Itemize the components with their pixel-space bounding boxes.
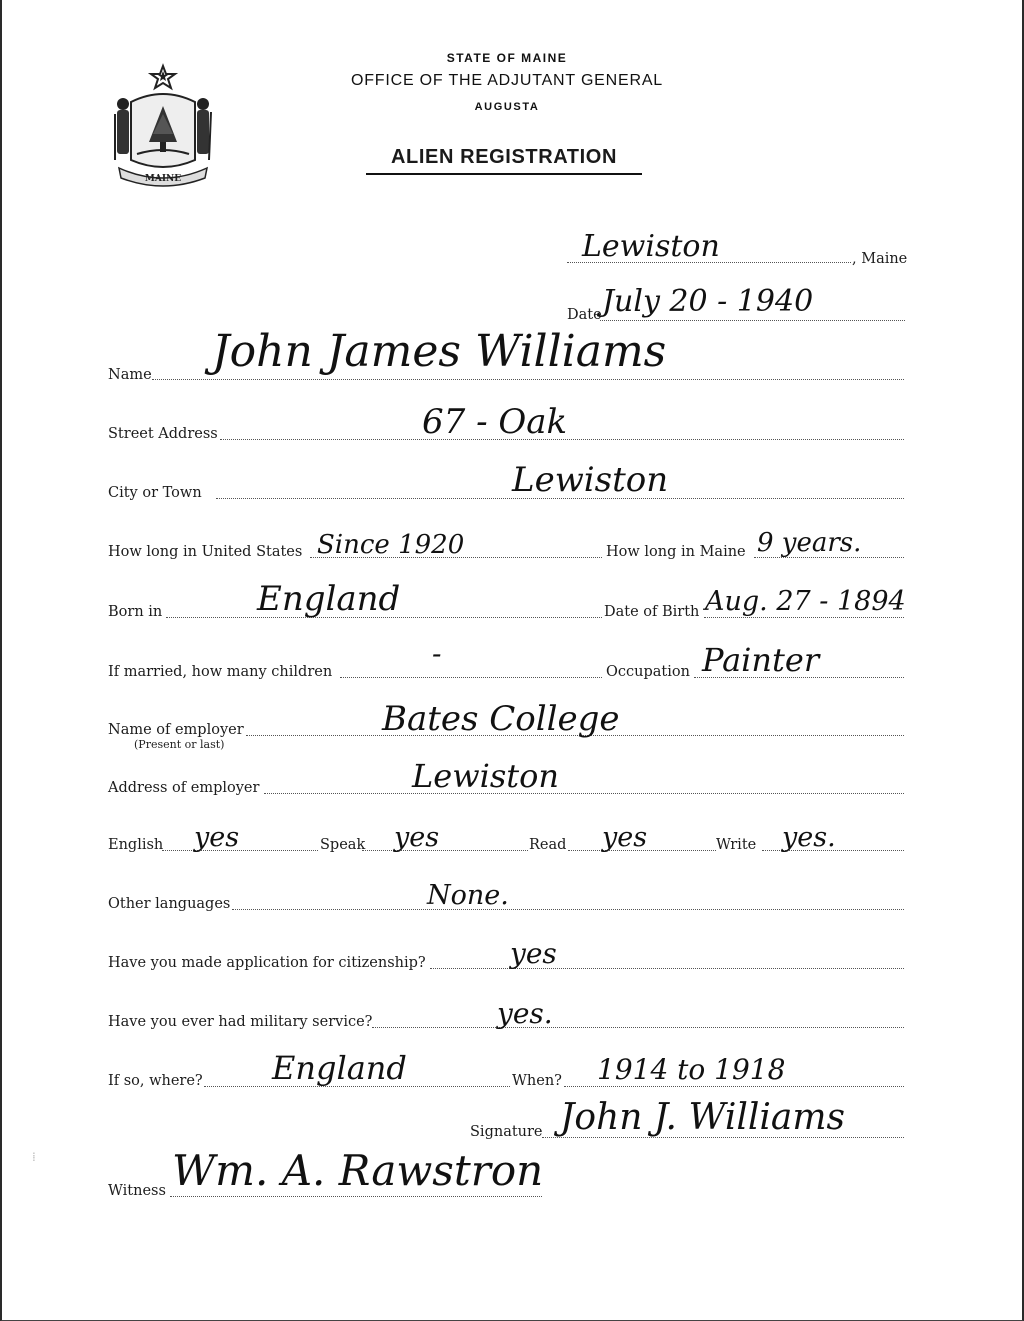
when-value: 1914 to 1918 bbox=[597, 1053, 786, 1086]
read-label: Read bbox=[529, 837, 567, 853]
where-value: England bbox=[272, 1049, 407, 1087]
name-value: John James Williams bbox=[212, 326, 667, 377]
employer-address-value: Lewiston bbox=[412, 757, 559, 795]
city-value: Lewiston bbox=[512, 460, 669, 500]
header-office: OFFICE OF THE ADJUTANT GENERAL bbox=[350, 72, 664, 89]
military-line[interactable] bbox=[372, 1027, 904, 1028]
english-value: yes bbox=[194, 822, 240, 853]
name-label: Name bbox=[108, 367, 152, 383]
military-label: Have you ever had military service? bbox=[108, 1014, 373, 1030]
signature-label: Signature bbox=[470, 1124, 543, 1140]
date-value: July 20 - 1940 bbox=[602, 284, 814, 319]
employer-label: Name of employer bbox=[108, 722, 244, 738]
speak-line[interactable] bbox=[362, 850, 528, 851]
margin-mark: ⁞ bbox=[32, 1150, 36, 1164]
date-of-birth-line[interactable] bbox=[704, 617, 904, 618]
citizenship-line[interactable] bbox=[430, 968, 904, 969]
english-line[interactable] bbox=[162, 850, 318, 851]
form-title: ALIEN REGISTRATION bbox=[366, 146, 642, 175]
how-long-us-value: Since 1920 bbox=[317, 530, 465, 560]
witness-line[interactable] bbox=[170, 1196, 542, 1197]
born-in-label: Born in bbox=[108, 604, 163, 620]
employer-value: Bates College bbox=[382, 699, 620, 739]
when-line[interactable] bbox=[564, 1086, 904, 1087]
military-value: yes. bbox=[497, 997, 553, 1030]
street-address-value: 67 - Oak bbox=[422, 402, 568, 442]
where-label: If so, where? bbox=[108, 1073, 203, 1089]
speak-value: yes bbox=[394, 822, 440, 853]
occupation-value: Painter bbox=[702, 641, 820, 679]
svg-text:MAINE: MAINE bbox=[144, 174, 182, 184]
employer-address-line[interactable] bbox=[264, 793, 904, 794]
name-line[interactable] bbox=[152, 379, 904, 380]
write-label: Write bbox=[716, 837, 757, 853]
town-value: Lewiston bbox=[582, 229, 720, 264]
speak-label: Speak bbox=[320, 837, 366, 853]
when-label: When? bbox=[512, 1073, 562, 1089]
date-label: Date bbox=[567, 307, 602, 323]
children-value: - bbox=[432, 637, 442, 670]
children-line[interactable] bbox=[340, 677, 602, 678]
how-long-maine-value: 9 years. bbox=[757, 528, 862, 558]
employer-sublabel: (Present or last) bbox=[134, 738, 225, 751]
header-state: STATE OF MAINE bbox=[446, 51, 568, 65]
witness-value: Wm. A. Rawstron bbox=[172, 1146, 544, 1195]
how-long-us-label: How long in United States bbox=[108, 544, 303, 560]
other-languages-value: None. bbox=[427, 880, 509, 911]
english-label: English bbox=[108, 837, 164, 853]
date-line[interactable] bbox=[600, 320, 905, 321]
header-city: AUGUSTA bbox=[474, 101, 540, 113]
born-in-value: England bbox=[257, 579, 401, 619]
citizenship-label: Have you made application for citizenship? bbox=[108, 955, 426, 971]
street-address-label: Street Address bbox=[108, 426, 218, 442]
witness-label: Witness bbox=[108, 1183, 166, 1199]
maine-state-seal bbox=[109, 62, 217, 190]
write-value: yes. bbox=[782, 822, 836, 853]
employer-address-label: Address of employer bbox=[108, 780, 260, 796]
other-languages-label: Other languages bbox=[108, 896, 231, 912]
citizenship-value: yes bbox=[510, 937, 557, 970]
children-label: If married, how many children bbox=[108, 664, 333, 680]
occupation-label: Occupation bbox=[606, 664, 690, 680]
signature-value: John J. Williams bbox=[560, 1097, 845, 1138]
maine-label: , Maine bbox=[852, 251, 908, 267]
read-value: yes bbox=[602, 822, 648, 853]
date-of-birth-value: Aug. 27 - 1894 bbox=[705, 586, 906, 617]
other-languages-line[interactable] bbox=[232, 909, 904, 910]
city-label: City or Town bbox=[108, 485, 202, 501]
how-long-maine-label: How long in Maine bbox=[606, 544, 746, 560]
date-of-birth-label: Date of Birth bbox=[604, 604, 700, 620]
